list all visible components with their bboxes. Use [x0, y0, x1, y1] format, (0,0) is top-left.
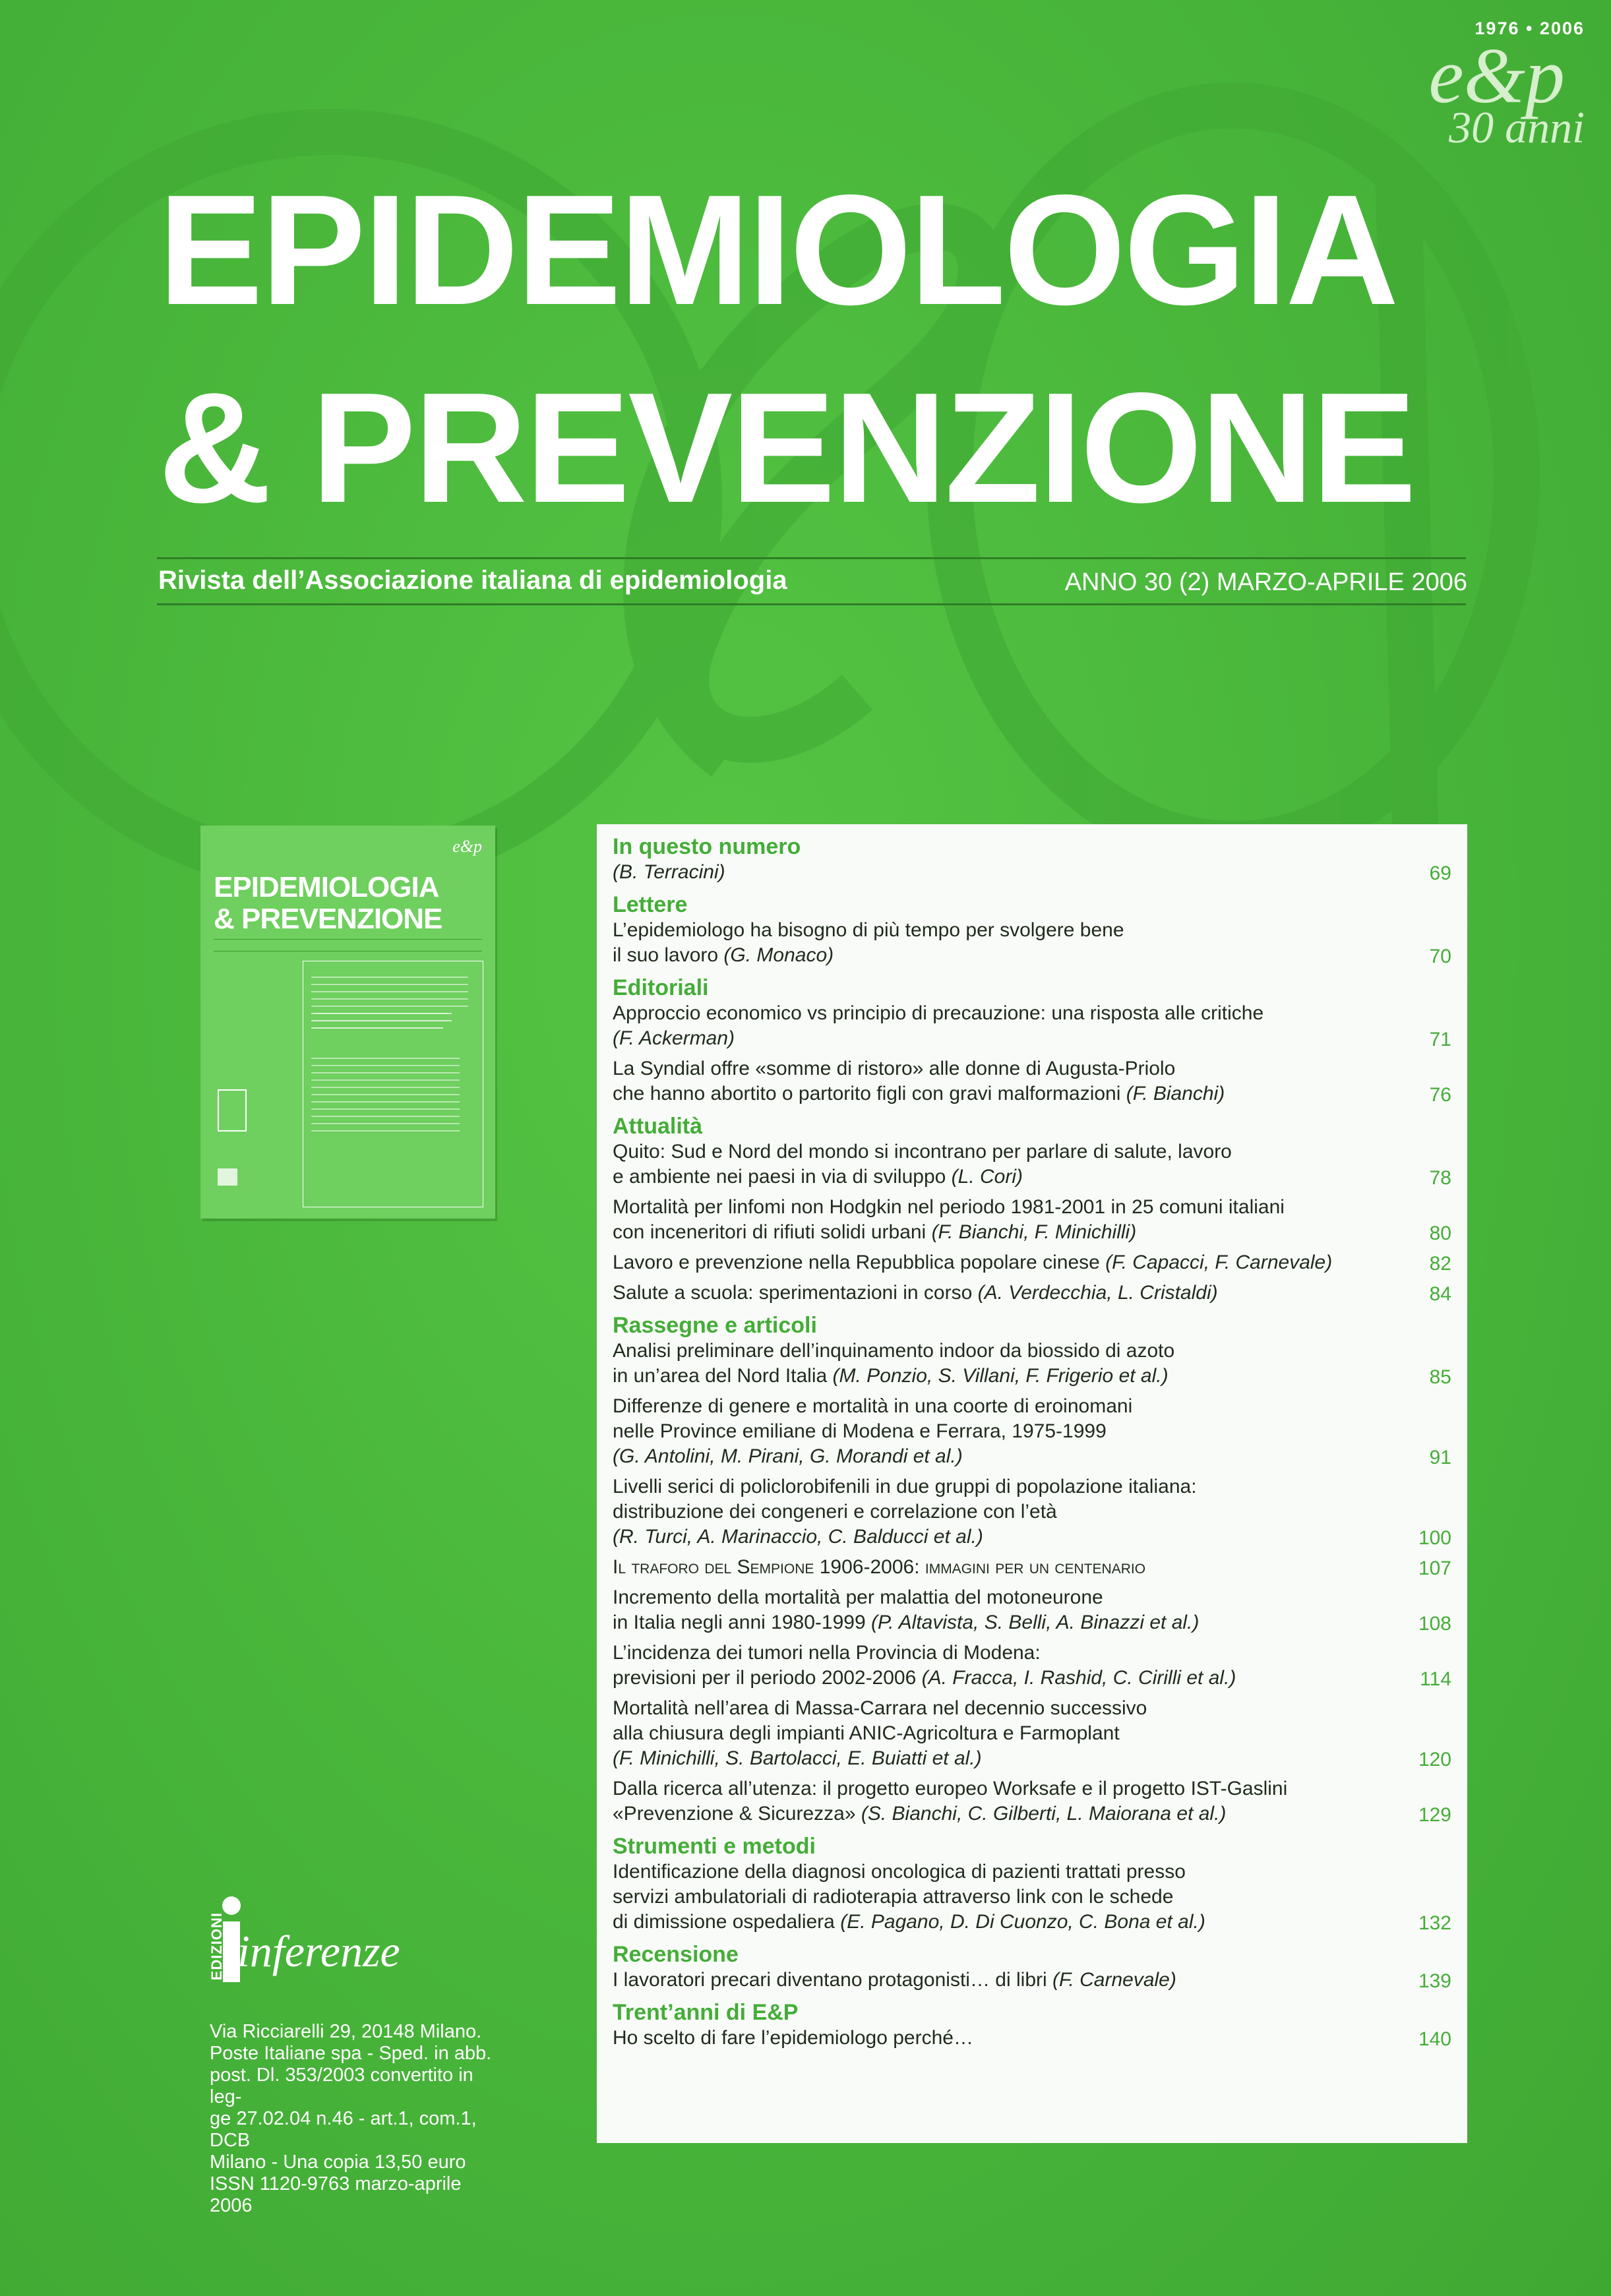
toc-entry-page: 80: [1429, 1223, 1451, 1244]
toc-entry-page: 100: [1418, 1527, 1451, 1549]
toc-entry-title-line: Approccio economico vs principio di precauzione: una risposta alle critiche: [613, 1002, 1264, 1024]
toc-list: [613, 833, 1451, 2051]
toc-entry-page: 91: [1429, 1447, 1451, 1468]
toc-entry: [613, 1001, 1451, 1051]
toc-section-heading: Editoriali: [613, 975, 709, 1000]
toc-section-heading: Trent’anni di E&P: [613, 2000, 799, 2025]
mini-contents-lines: [311, 971, 476, 1137]
toc-entry-authors: (F. Minichilli, S. Bartolacci, E. Buiatti et al.): [613, 1747, 982, 1769]
toc-entry-authors: (L. Cori): [951, 1166, 1023, 1188]
mini-emblem: e&p: [452, 837, 482, 856]
toc-entry-authors: (F. Capacci, F. Carnevale): [1105, 1252, 1333, 1273]
toc-entry-title-line: Lavoro e prevenzione nella Repubblica popolare cinese (F. Capacci, F. Carnevale): [613, 1252, 1333, 1273]
anniversary-logo: e&p: [1428, 32, 1565, 119]
toc-entry-page: 129: [1418, 1804, 1451, 1826]
mini-rule: [214, 951, 482, 952]
toc-entry-authors: (E. Pagano, D. Di Cuonzo, C. Bona et al.): [840, 1911, 1205, 1933]
toc-entry: [613, 1474, 1451, 1550]
toc-entry-title-line: nelle Province emiliane di Modena e Ferrara, 1975-1999: [613, 1420, 1107, 1442]
toc-section-heading: Rassegne e articoli: [613, 1313, 817, 1338]
toc-entry-authors: (G. Monaco): [723, 944, 834, 966]
toc-entry-title-line: [613, 1746, 1379, 1771]
toc-entry-title-line: previsioni per il periodo 2002-2006 (A. Fracca, I. Rashid, C. Cirilli et al.): [613, 1667, 1236, 1689]
toc-entry-title-line: che hanno abortito o partorito figli con gravi malformazioni (F. Bianchi): [613, 1083, 1225, 1104]
toc-entry-title-line: Il traforo del Sempione 1906-2006: immagini per un centenario: [613, 1556, 1146, 1578]
toc-section-heading: Recensione: [613, 1942, 739, 1967]
toc-entry-page: 70: [1429, 946, 1451, 967]
toc-entry-authors: (F. Bianchi, F. Minichilli): [931, 1221, 1137, 1243]
toc-entry-title-line: con inceneritori di rifiuti solidi urbani (F. Bianchi, F. Minichilli): [613, 1221, 1137, 1243]
toc-entry: [613, 860, 1451, 885]
supplement-cover-thumbnail: [200, 826, 495, 1219]
publisher-address: [210, 2021, 500, 2217]
toc-entry-title-line: Differenze di genere e mortalità in una coorte di eroinomani: [613, 1395, 1133, 1417]
toc-entry: [613, 1339, 1451, 1389]
toc-entry: [613, 1394, 1451, 1469]
toc-entry-title-line: Mortalità nell’area di Massa-Carrara nel decennio successivo: [613, 1697, 1147, 1719]
mini-title-line1: EPIDEMIOLOGIA: [214, 871, 439, 903]
toc-entry-title-line: [613, 1026, 1379, 1051]
publisher-series: EDIZIONI: [208, 1912, 225, 1981]
toc-entry: [613, 1139, 1451, 1190]
mini-publisher-logo: [218, 1168, 237, 1186]
toc-entry-page: 107: [1418, 1557, 1451, 1579]
toc-entry-title-line: Quito: Sud e Nord del mondo si incontrano per parlare di salute, lavoro: [613, 1141, 1232, 1163]
toc-entry-page: 139: [1418, 1970, 1451, 1992]
toc-entry-title-line: e ambiente nei paesi in via di sviluppo (L. Cori): [613, 1166, 1023, 1188]
anniversary-years: 1976 • 2006: [1474, 18, 1585, 38]
toc-entry: [613, 1776, 1451, 1827]
toc-entry-title-line: I lavoratori precari diventano protagonisti… di libri (F. Carnevale): [613, 1969, 1176, 1991]
toc-section-heading: Attualità: [613, 1114, 702, 1139]
mini-title-line2: & PREVENZIONE: [214, 903, 442, 935]
toc-entry: [613, 1585, 1451, 1635]
toc-entry-authors: (F. Ackerman): [613, 1027, 735, 1049]
address-line: Milano - Una copia 13,50 euro: [210, 2152, 466, 2173]
mini-logo: [218, 1089, 247, 1132]
toc-entry-authors: (S. Bianchi, C. Gilberti, L. Maiorana et al.): [861, 1803, 1227, 1825]
toc-entry-authors: (P. Altavista, S. Belli, A. Binazzi et al.): [870, 1612, 1200, 1633]
toc-entry-title-line: [613, 1444, 1379, 1469]
masthead-rule-top: [157, 557, 1466, 559]
toc-entry-title-line: Identificazione della diagnosi oncologica di pazienti trattati presso: [613, 1861, 1186, 1883]
toc-section-heading: In questo numero: [613, 834, 801, 859]
publisher-logo: [210, 1892, 500, 1998]
toc-entry-page: 120: [1418, 1749, 1451, 1770]
toc-section-heading: Strumenti e metodi: [613, 1834, 816, 1859]
mini-rule: [214, 939, 482, 940]
toc-entry-title-line: servizi ambulatoriali di radioterapia attraverso link con le schede: [613, 1886, 1174, 1908]
toc-entry-page: 84: [1429, 1283, 1451, 1305]
toc-entry-page: 140: [1418, 2028, 1451, 2050]
toc-entry: [613, 1641, 1451, 1691]
toc-entry-page: 76: [1429, 1084, 1451, 1106]
toc-entry-page: 82: [1429, 1253, 1451, 1275]
toc-entry-authors: (G. Antolini, M. Pirani, G. Morandi et al.): [613, 1445, 963, 1467]
toc-entry-title-line: Dalla ricerca all’utenza: il progetto europeo Worksafe e il progetto IST-Gaslini: [613, 1778, 1288, 1799]
toc-entry-page: 69: [1429, 862, 1451, 884]
toc-entry-page: 78: [1429, 1167, 1451, 1189]
masthead-rule-bottom: [157, 603, 1466, 605]
toc-entry-title-line: Mortalità per linfomi non Hodgkin nel periodo 1981-2001 in 25 comuni italiani: [613, 1196, 1285, 1218]
toc-entry-page: 85: [1429, 1366, 1451, 1388]
toc-entry: [613, 1250, 1451, 1275]
toc-entry-page: 114: [1420, 1668, 1451, 1690]
toc-entry-title-line: La Syndial offre «somme di ristoro» alle donne di Augusta-Priolo: [613, 1058, 1176, 1079]
toc-entry-page: 108: [1418, 1613, 1451, 1635]
toc-entry: [613, 918, 1451, 968]
toc-entry: [613, 1968, 1451, 1993]
toc-entry-title-line: L’incidenza dei tumori nella Provincia di Modena:: [613, 1642, 1041, 1664]
anniversary-mark: [1393, 18, 1585, 152]
toc-entry-title-line: di dimissione ospedaliera (E. Pagano, D. Di Cuonzo, C. Bona et al.): [613, 1911, 1205, 1933]
toc-entry-authors: (A. Verdecchia, L. Cristaldi): [977, 1282, 1218, 1304]
toc-entry: [613, 1555, 1451, 1580]
toc-entry-title-line: in Italia negli anni 1980-1999 (P. Altavista, S. Belli, A. Binazzi et al.): [613, 1612, 1200, 1633]
publisher-name: inferenze: [237, 1926, 400, 1976]
toc-entry-title-line: Analisi preliminare dell’inquinamento indoor da biossido di azoto: [613, 1340, 1175, 1362]
address-line: Poste Italiane spa - Sped. in abb.: [210, 2043, 492, 2064]
table-of-contents: [597, 824, 1467, 2143]
toc-entry-title-line: [613, 1525, 1379, 1550]
toc-entry-title-line: Incremento della mortalità per malattia del motoneurone: [613, 1586, 1103, 1608]
toc-entry-title-line: il suo lavoro (G. Monaco): [613, 944, 834, 966]
toc-entry: [613, 1859, 1451, 1935]
toc-entry-title-line: alla chiusura degli impianti ANIC-Agricoltura e Farmoplant: [613, 1722, 1120, 1744]
toc-section-heading: Lettere: [613, 892, 688, 917]
toc-entry-authors: (A. Fracca, I. Rashid, C. Cirilli et al.): [921, 1667, 1236, 1689]
toc-entry-page: 71: [1429, 1029, 1451, 1050]
anniversary-label: 30 anni: [1449, 102, 1585, 152]
toc-entry-authors: (F. Bianchi): [1126, 1083, 1225, 1104]
toc-entry: [613, 1281, 1451, 1306]
toc-entry: [613, 1195, 1451, 1245]
toc-entry-page: 132: [1418, 1912, 1451, 1934]
toc-entry-title-line: Salute a scuola: sperimentazioni in corso (A. Verdecchia, L. Cristaldi): [613, 1282, 1218, 1304]
address-line: ISSN 1120-9763 marzo-aprile 2006: [210, 2173, 462, 2216]
magazine-title-line2: & PREVENZIONE: [158, 361, 1414, 535]
toc-entry-authors: (F. Carnevale): [1052, 1969, 1176, 1991]
toc-entry-title-line: «Prevenzione & Sicurezza» (S. Bianchi, C. Gilberti, L. Maiorana et al.): [613, 1803, 1227, 1825]
address-line: ge 27.02.04 n.46 - art.1, com.1, DCB: [210, 2108, 477, 2151]
address-line: post. Dl. 353/2003 convertito in leg-: [210, 2065, 473, 2107]
toc-entry: [613, 1696, 1451, 1771]
toc-entry-authors: (B. Terracini): [613, 861, 725, 883]
toc-entry-title-line: Livelli serici di policlorobifenili in due gruppi di popolazione italiana:: [613, 1476, 1197, 1497]
magazine-title-line1: EPIDEMIOLOGIA: [158, 163, 1397, 338]
toc-entry-title-line: L’epidemiologo ha bisogno di più tempo per svolgere bene: [613, 919, 1124, 941]
toc-entry-title-line: distribuzione dei congeneri e correlazione con l’età: [613, 1501, 1057, 1523]
toc-entry-title-line: in un’area del Nord Italia (M. Ponzio, S. Villani, F. Frigerio et al.): [613, 1365, 1169, 1387]
toc-entry-authors: (M. Ponzio, S. Villani, F. Frigerio et al.): [832, 1365, 1169, 1387]
toc-entry-title-line: [613, 860, 1379, 885]
issue-info: ANNO 30 (2) MARZO-APRILE 2006: [1064, 568, 1467, 596]
toc-entry: [613, 1056, 1451, 1106]
toc-entry-title-line: Ho scelto di fare l’epidemiologo perché…: [613, 2027, 973, 2049]
toc-entry-authors: (R. Turci, A. Marinaccio, C. Balducci et al.): [613, 1526, 983, 1548]
mini-contents-box: [303, 961, 483, 1207]
magazine-tagline: Rivista dell’Associazione italiana di epidemiologia: [158, 566, 787, 595]
address-line: Via Ricciarelli 29, 20148 Milano.: [210, 2021, 482, 2042]
toc-entry: [613, 2026, 1451, 2051]
